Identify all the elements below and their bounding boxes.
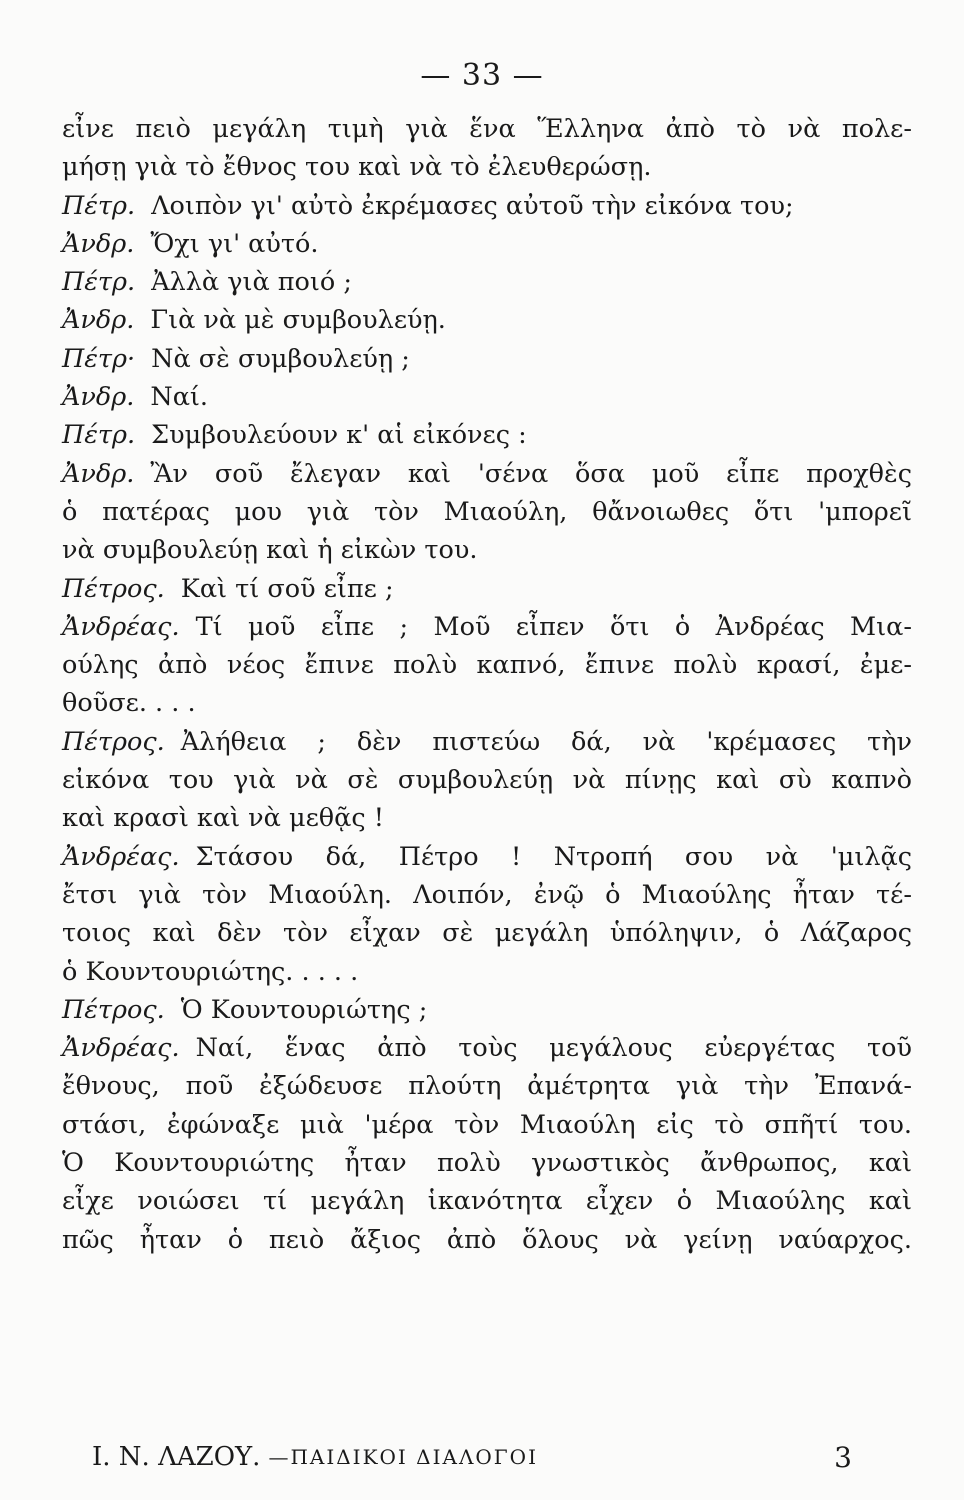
line-text: Ναί. <box>150 382 209 413</box>
line-text: Ἂν σοῦ ἔλεγαν καὶ 'σένα ὅσα μοῦ εἶπε προχθὲς <box>150 458 912 489</box>
line-text: στάσι, ἐφώναξε μιὰ 'μέρα τὸν Μιαούλη εἰς τὸ σπῆτί του. <box>62 1109 912 1140</box>
line-text: ὁ Κουντουριώτης. . . . . <box>62 956 359 987</box>
text-line <box>62 340 912 378</box>
text-line <box>62 799 912 837</box>
signature-mark: 3 <box>834 1440 852 1474</box>
speaker-label: Πέτρος. <box>62 994 165 1025</box>
text-line <box>62 838 912 876</box>
line-text: εἰκόνα του γιὰ νὰ σὲ συμβουλεύῃ νὰ πίνῃς καὶ σὺ καπνὸ <box>62 765 912 796</box>
text-line <box>62 187 912 225</box>
speaker-label: Ἀνδρ. <box>62 305 135 336</box>
line-text: Καὶ τί σοῦ εἶπε ; <box>180 573 394 604</box>
text-line <box>62 684 912 722</box>
text-line <box>62 1106 912 1144</box>
line-text: πῶς ἦταν ὁ πειὸ ἄξιος ἀπὸ ὅλους νὰ γείνῃ ναύαρχος. <box>62 1224 912 1255</box>
footer-author: Ι. Ν. ΛΑΖΟΥ. <box>92 1442 261 1472</box>
text-line <box>62 608 912 646</box>
page-footer <box>92 1440 852 1474</box>
text-line <box>62 991 912 1029</box>
speaker-label: Ἀνδρέας. <box>62 1033 180 1064</box>
line-text: μήσῃ γιὰ τὸ ἔθνος του καὶ νὰ τὸ ἐλευθερώσῃ. <box>62 152 652 183</box>
line-text: Λοιπὸν γι' αὐτὸ ἐκρέμασες αὐτοῦ τὴν εἰκόνα του; <box>151 190 794 221</box>
text-line <box>62 301 912 339</box>
footer-book-title: —ΠΑΙΔΙΚΟΙ ΔΙΑΛΟΓΟΙ <box>268 1445 538 1469</box>
text-line <box>62 1144 912 1182</box>
speaker-label: Πέτρ. <box>62 267 136 298</box>
line-text: Ὄχι γι' αὐτό. <box>150 228 319 259</box>
line-text: Ἀλλὰ γιὰ ποιό ; <box>151 267 352 298</box>
speaker-label: Πέτρ· <box>62 343 136 374</box>
text-line <box>62 914 912 952</box>
line-text: Ἀλήθεια ; δὲν πιστεύω δά, νὰ 'κρέμασες τὴν <box>180 726 912 757</box>
text-line <box>62 493 912 531</box>
line-text: νὰ συμβουλεύῃ καὶ ἡ εἰκὼν του. <box>62 535 478 566</box>
line-text: εἶχε νοιώσει τί μεγάλη ἱκανότητα εἶχεν ὁ Μιαούλης καὶ <box>62 1186 912 1217</box>
line-text: ἔθνους, ποῦ ἐξώδευσε πλούτη ἀμέτρητα γιὰ τὴν Ἐπανά- <box>62 1071 912 1102</box>
text-line <box>62 148 912 186</box>
line-text: Τί μοῦ εἶπε ; Μοῦ εἶπεν ὅτι ὁ Ἀνδρέας Μια- <box>195 611 912 642</box>
text-line <box>62 263 912 301</box>
text-line <box>62 378 912 416</box>
text-line <box>62 570 912 608</box>
speaker-label: Πέτρ. <box>62 190 136 221</box>
speaker-label: Πέτρ. <box>62 420 136 451</box>
line-text: Ὁ Κουντουριώτης ἦταν πολὺ γνωστικὸς ἄνθρωπος, καὶ <box>62 1148 912 1179</box>
line-text: Γιὰ νὰ μὲ συμβουλεύῃ. <box>150 305 446 336</box>
line-text: εἶνε πειὸ μεγάλη τιμὴ γιὰ ἕνα Ἕλληνα ἀπὸ τὸ νὰ πολε- <box>62 114 912 144</box>
text-line <box>62 646 912 684</box>
line-text: Συμβουλεύουν κ' αἱ εἰκόνες : <box>151 420 527 451</box>
line-text: ἔτσι γιὰ τὸν Μιαούλη. Λοιπόν, ἐνῷ ὁ Μιαούλης ἦταν τέ- <box>62 879 912 910</box>
line-text: καὶ κρασὶ καὶ νὰ μεθᾷς ! <box>62 803 384 834</box>
text-line <box>62 1221 912 1259</box>
text-line <box>62 110 912 148</box>
text-line <box>62 455 912 493</box>
text-line <box>62 1029 912 1067</box>
text-line <box>62 761 912 799</box>
line-text: τοιος καὶ δὲν τὸν εἶχαν σὲ μεγάλη ὑπόληψιν, ὁ Λάζαρος <box>62 918 912 949</box>
speaker-label: Ἀνδρ. <box>62 458 135 489</box>
text-line <box>62 876 912 914</box>
text-line <box>62 953 912 991</box>
text-line <box>62 225 912 263</box>
speaker-label: Ἀνδρέας. <box>62 841 180 872</box>
line-text: Στάσου δά, Πέτρο ! Ντροπή σου νὰ 'μιλᾷς <box>195 841 912 872</box>
text-line <box>62 1067 912 1105</box>
line-text: ὁ πατέρας μου γιὰ τὸν Μιαούλη, θἄνοιωθες ὅτι 'μπορεῖ <box>62 496 912 527</box>
dialogue-text <box>62 110 912 1259</box>
text-line <box>62 416 912 454</box>
line-text: Ὁ Κουντουριώτης ; <box>180 994 428 1025</box>
line-text: θοῦσε. . . . <box>62 688 196 719</box>
line-text: ούλης ἀπὸ νέος ἔπινε πολὺ καπνό, ἔπινε πολὺ κρασί, ἐμε- <box>62 650 912 681</box>
text-line <box>62 723 912 761</box>
speaker-label: Πέτρος. <box>62 726 165 757</box>
text-line <box>62 1182 912 1220</box>
line-text: Ναί, ἕνας ἀπὸ τοὺς μεγάλους εὐεργέτας τοῦ <box>195 1033 912 1064</box>
page-number: — 33 — <box>420 58 544 93</box>
line-text: Νὰ σὲ συμβουλεύῃ ; <box>151 343 410 374</box>
speaker-label: Ἀνδρ. <box>62 228 135 259</box>
speaker-label: Ἀνδρ. <box>62 382 135 413</box>
speaker-label: Ἀνδρέας. <box>62 611 180 642</box>
text-line <box>62 531 912 569</box>
speaker-label: Πέτρος. <box>62 573 165 604</box>
